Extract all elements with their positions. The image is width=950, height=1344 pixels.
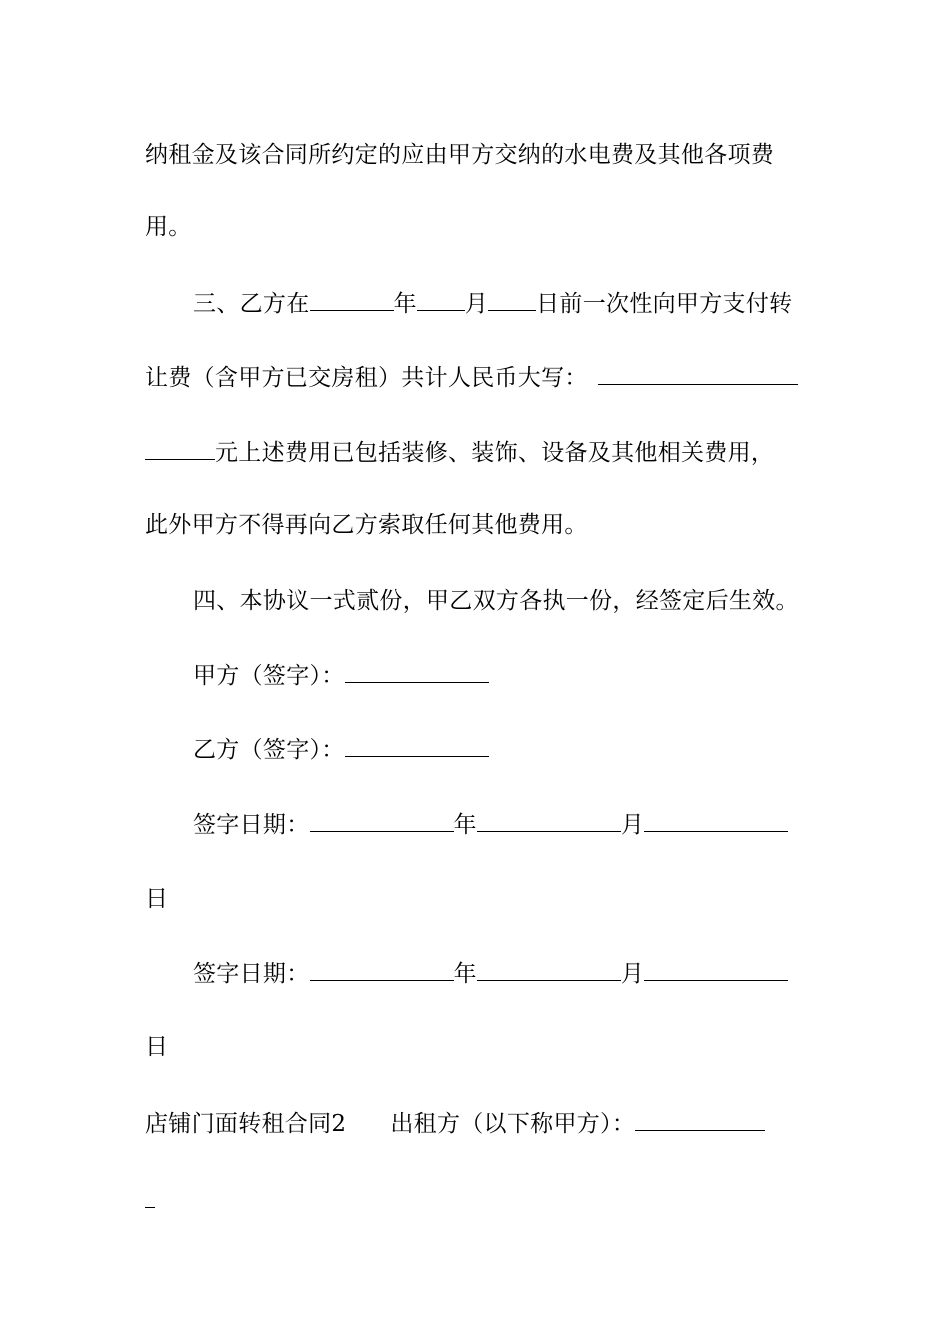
text-fragment: 年: [453, 812, 477, 838]
continuation-blank: [145, 1207, 155, 1208]
text-fragment: 日前一次性向甲方支付转: [536, 291, 793, 317]
contract-title: 店铺门面转租合同2: [145, 1111, 347, 1137]
signature-date-line: [193, 958, 788, 989]
fill-blank: [644, 809, 788, 832]
signature-blank: [345, 660, 489, 683]
text-fragment: 甲方（签字）：: [193, 663, 345, 689]
paragraph-line: [145, 510, 588, 540]
text-fragment: 纳租金及该合同所约定的应由甲方交纳的水电费及其他各项费: [145, 142, 775, 168]
paragraph-line: [145, 1032, 168, 1062]
paragraph-line: [145, 437, 774, 468]
text-fragment: 月: [620, 812, 645, 838]
text-fragment: 此外甲方不得再向乙方索取任何其他费用。: [145, 512, 588, 538]
fill-blank: [310, 288, 394, 311]
paragraph-line: [145, 362, 798, 393]
text-fragment: 出租方（以下称甲方）：: [390, 1111, 636, 1137]
signature-date-line: [193, 809, 788, 840]
fill-blank: [477, 958, 621, 981]
text-fragment: 让费（含甲方已交房租）共计人民币大写：: [145, 365, 588, 391]
text-fragment: 乙方（签字）：: [193, 737, 345, 763]
text-fragment: 元上述费用已包括装修、装饰、设备及其他相关费用，: [215, 440, 775, 466]
text-fragment: 三、乙方在: [193, 291, 310, 317]
party-a-signature-line: [193, 660, 489, 691]
fill-blank: [598, 362, 798, 385]
text-fragment: 签字日期：: [193, 812, 310, 838]
text-fragment: 日: [145, 1034, 169, 1060]
text-fragment: 年: [393, 291, 417, 317]
fill-blank: [488, 288, 536, 311]
text-fragment: 年: [453, 961, 477, 987]
fill-blank: [310, 809, 454, 832]
contract-heading-line: [145, 1108, 765, 1139]
clause-four-line: [193, 586, 799, 616]
fill-blank: [644, 958, 788, 981]
signature-blank: [345, 734, 489, 757]
paragraph-line: [145, 212, 192, 242]
text-fragment: 签字日期：: [193, 961, 310, 987]
fill-blank: [477, 809, 621, 832]
text-fragment: 月: [620, 961, 645, 987]
text-fragment: 日: [145, 886, 169, 912]
party-b-signature-line: [193, 734, 489, 765]
paragraph-line: [145, 140, 774, 170]
fill-blank: [417, 288, 465, 311]
text-fragment: 月: [464, 291, 489, 317]
fill-blank: [310, 958, 454, 981]
clause-three-line: [193, 288, 792, 319]
text-fragment: 用。: [145, 214, 192, 240]
fill-blank: [145, 437, 215, 460]
paragraph-line: [145, 884, 168, 914]
text-fragment: 四、本协议一式贰份，甲乙双方各执一份，经签定后生效。: [193, 588, 799, 614]
fill-blank: [635, 1108, 765, 1131]
